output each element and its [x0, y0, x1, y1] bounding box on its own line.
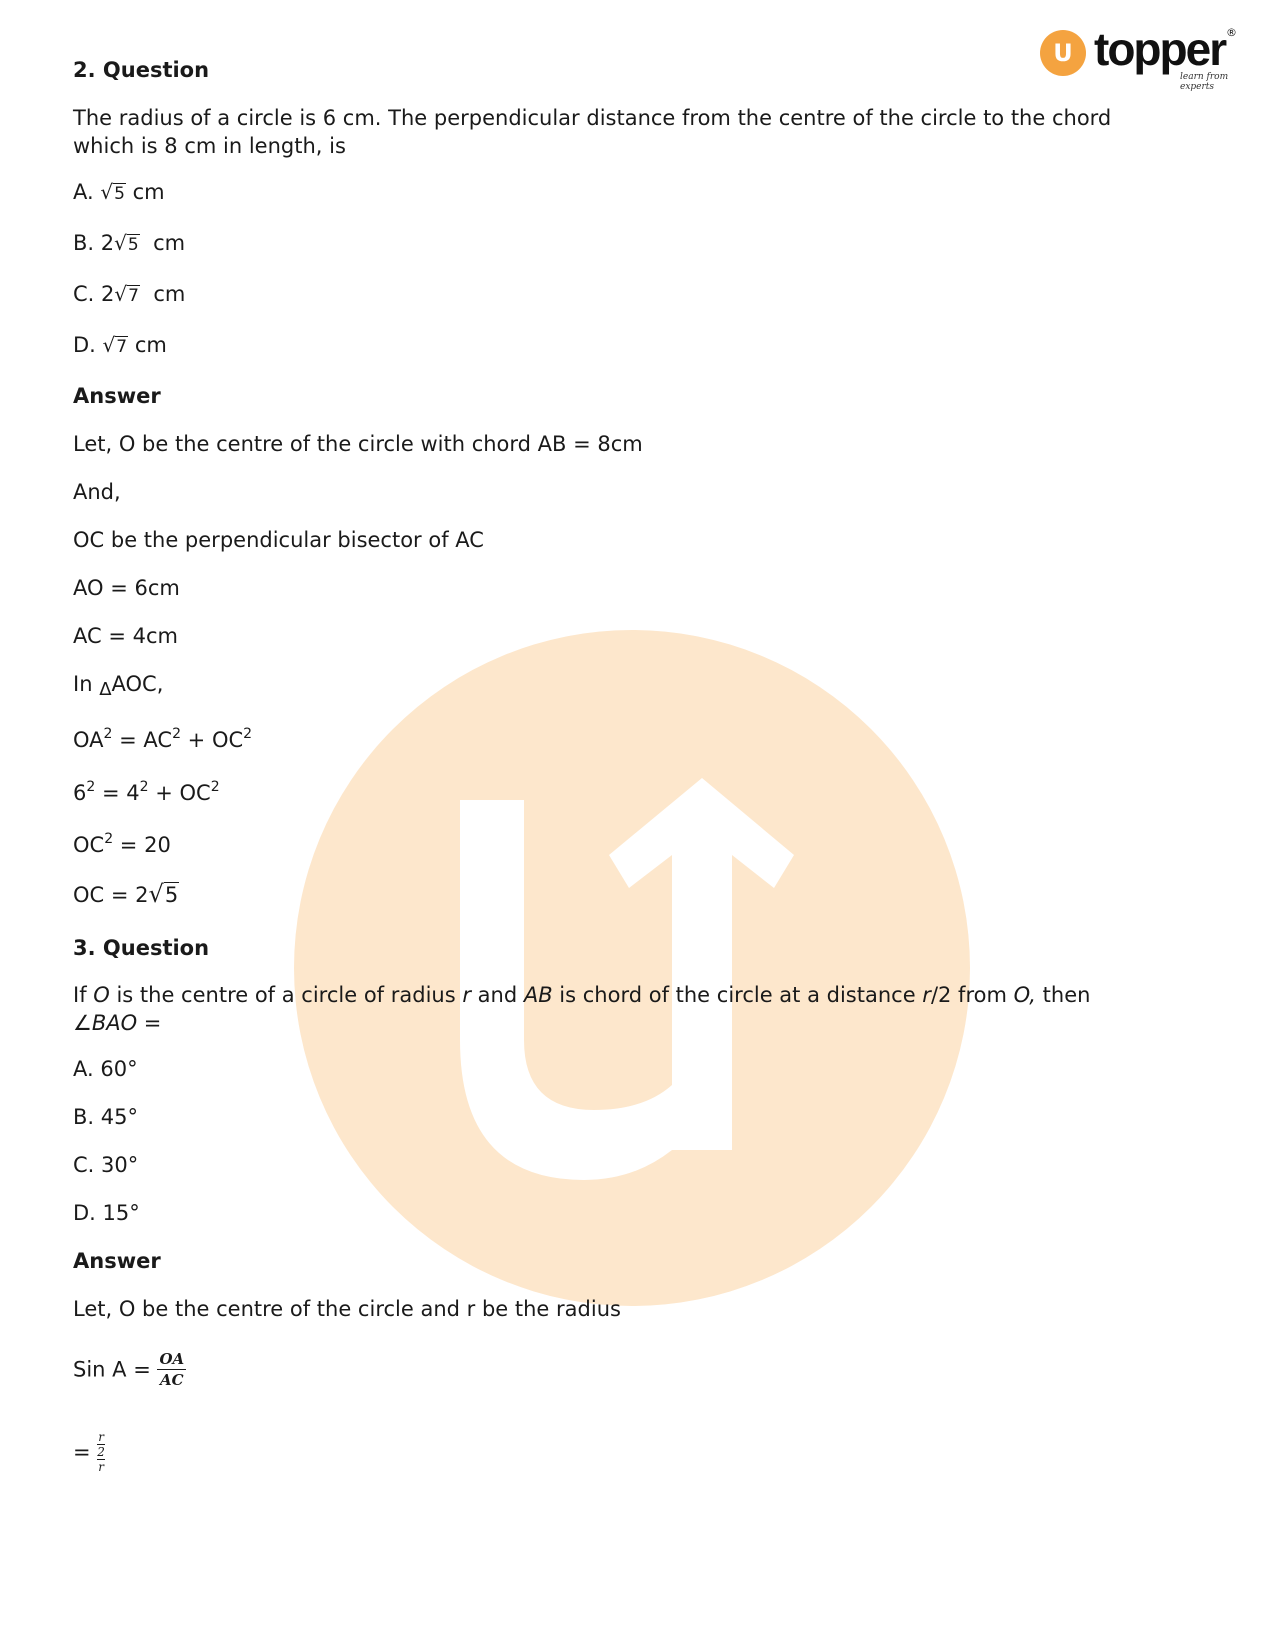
q2-solution-line: AC = 4cm [73, 624, 178, 648]
q2-heading: 2. Question [73, 58, 210, 82]
q3-option-d: D. 15° [73, 1201, 140, 1225]
logo-wordmark: topper [1094, 23, 1226, 75]
sqrt-symbol: √7 [102, 333, 128, 357]
q2-option-c: C. 2√7 cm [73, 280, 185, 310]
q3-option-a: A. 60° [73, 1057, 138, 1081]
triangle-icon: Δ [99, 679, 112, 700]
sqrt-symbol: √5 [114, 231, 139, 255]
q2-equation: $OC^2 = 20$ [73, 831, 171, 857]
sqrt-symbol: √7 [114, 282, 139, 306]
q3-answer-heading: Answer [73, 1249, 161, 1273]
q2-equation: $6^2 = 4^2 + OC^2$ [73, 779, 220, 805]
logo-tagline: learn from experts [1180, 72, 1229, 92]
topper-logo[interactable] [1040, 23, 1240, 92]
q2-solution-line: AO = 6cm [73, 576, 180, 600]
q3-text: If O is the centre of a circle of radius r and AB is chord of the circle at a distance r/2 from O, then ∠BAO = [73, 983, 1091, 1035]
q2-solution-line: In ΔAOC, [73, 672, 164, 700]
fraction: $\frac{OA}{AC}$ [159, 1350, 185, 1389]
sqrt-symbol: √5 [100, 180, 125, 204]
q2-answer-heading: Answer [73, 384, 161, 408]
q3-option-b: B. 45° [73, 1105, 139, 1129]
watermark-logo [294, 630, 970, 1306]
sqrt-symbol: √5 [148, 880, 179, 908]
q3-heading: 3. Question [73, 936, 210, 960]
q3-solution-line: Let, O be the centre of the circle and r be the radius [73, 1297, 621, 1321]
q3-sin-equation: Sin A = $\frac{OA}{AC}$ [73, 1350, 185, 1389]
q2-option-a: A. √5 cm [73, 178, 165, 208]
q2-text: The radius of a circle is 6 cm. The perpendicular distance from the centre of the circle to the chord which is 8 cm in length, is [73, 106, 1112, 158]
q2-option-d: D. √7 cm [73, 331, 167, 361]
nested-fraction: r 2 r [97, 1430, 105, 1474]
registered-mark: ® [1226, 26, 1237, 39]
q2-equation: OC = 2√5 [73, 880, 179, 908]
q2-equation: $OA^2 = AC^2 + OC^2$ [73, 726, 253, 752]
q3-fraction-equation: = r 2 r [73, 1430, 105, 1474]
q2-solution-line: OC be the perpendicular bisector of AC [73, 528, 484, 552]
q2-option-b: B. 2√5 cm [73, 229, 185, 259]
q3-option-c: C. 30° [73, 1153, 139, 1177]
q2-solution-line: And, [73, 480, 121, 504]
q2-solution-line: Let, O be the centre of the circle with chord AB = 8cm [73, 432, 643, 456]
logo-mark-icon: U [1040, 30, 1086, 76]
